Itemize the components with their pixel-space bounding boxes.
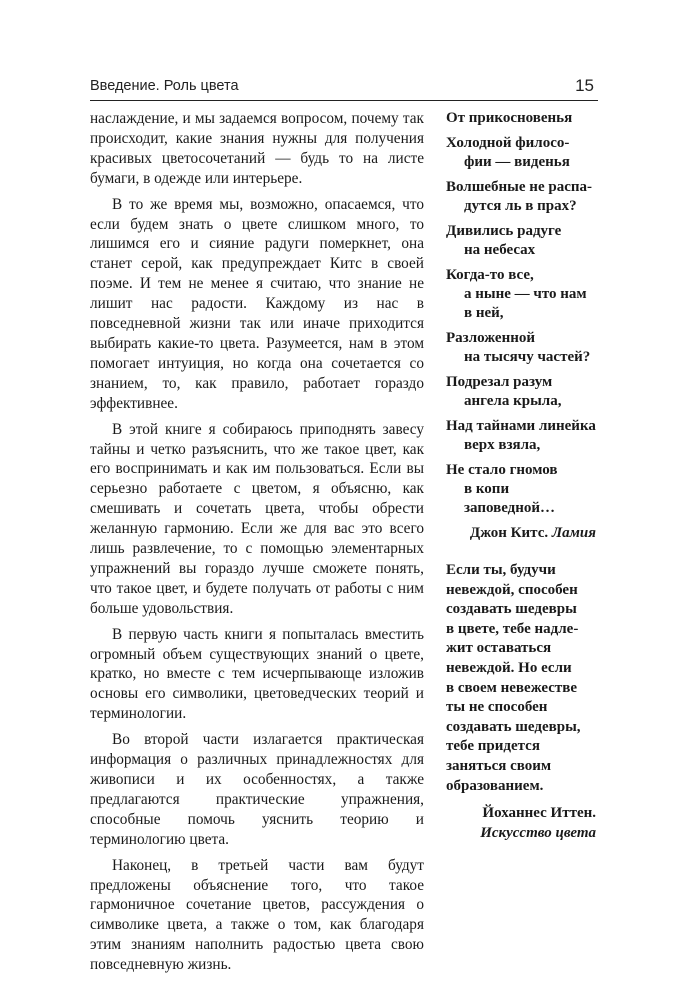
poem-line: Подрезал разум: [446, 374, 553, 390]
poem-stanza: [446, 134, 606, 172]
poem-stanza: [446, 417, 606, 455]
poem-stanza: [446, 373, 606, 411]
paragraph: В первую часть книги я попыталась вместить огромный объем существующих знаний о цвете, кратко, но вместе с тем исчерпывающе изложив основы его символики, цветоведческих теорий и терминологии.: [90, 625, 424, 723]
paragraph: В этой книге я собираюсь приподнять завесу тайны и четко разъяснить, что же такое цвет, как его воспринимать и как им пользоваться. Если вы серьезно работаете с цветом, я объясню, как смешивать и сочетать цвета, чтобы обрести желанную гармонию. Если же для вас это всего лишь развлечение, то с помощью элементарных упражнений вы гораздо лучше сможете понять, что такое цвет, и будете получать от работы с ним больше удовольствия.: [90, 420, 424, 617]
poem-line: в ней,: [464, 305, 504, 321]
poem-stanza: [446, 178, 606, 216]
quote-line: Если ты, будучи: [446, 562, 556, 578]
quote-line: образованием.: [446, 777, 544, 794]
paragraph: Наконец, в третьей части вам будут предложены объяснение того, что такое гармоничное сочетание цветов, рассуждения о символике цвета, а также о том, как благодаря этим знаниям наполнить радостью цвета свою повседневную жизнь.: [90, 856, 424, 974]
quote-author: Йоханнес Иттен.: [482, 805, 596, 822]
poem-stanza: [446, 222, 606, 260]
poem-line: на небесах: [464, 242, 536, 258]
paragraph: В то же время мы, возможно, опасаемся, что если будем знать о цвете слишком много, то лишимся его и сияние радуги померкнет, она станет серой, как предупреждает Китс в своей поэме. И тем не менее я считаю, что знание не лишит нас радости. Каждому из нас в повседневной жизни так или иначе приходится выбирать какие-то цвета. Разумеется, нам в этом помогает интуиция, но когда она сочетается со знанием, то, как правило, работает гораздо эффективнее.: [90, 195, 424, 412]
quote-line: создавать шедевры,: [446, 718, 581, 735]
quote-line: ты не способен: [446, 699, 548, 716]
quote-line: невеждой, способен: [446, 581, 578, 598]
poem-line: От прикосновенья: [446, 110, 573, 126]
poem-line: в копи: [464, 481, 510, 497]
poem-line: Когда-то все,: [446, 267, 534, 283]
poem-line: дутся ль в прах?: [464, 198, 577, 214]
poem-line: фии — виденья: [464, 154, 570, 170]
keats-epigraph: [446, 109, 606, 543]
quote-work: Искусство цвета: [480, 824, 596, 841]
poem-line: Дивились радуге: [446, 223, 562, 239]
poem-stanza: [446, 461, 606, 518]
paragraph: Во второй части излагается практическая информация о различных принадлежностях для живописи и их особенностях, а также предлагаются практические упражнения, способные помочь уяснить теорию и терминологию цвета.: [90, 731, 424, 848]
poem-line: Волшебные не распа-: [446, 179, 592, 195]
quote-line: в цвете, тебе надле-: [446, 620, 579, 637]
poem-author: Джон Китс.: [469, 525, 549, 541]
poem-line: ангела крыла,: [464, 393, 562, 409]
quote-line: невеждой. Но если: [446, 659, 572, 676]
quote-line: в своем невежестве: [446, 679, 577, 696]
itten-quote: [446, 561, 606, 843]
quote-line: тебе придется: [446, 738, 540, 755]
poem-stanza: [446, 266, 606, 323]
quote-line: заняться своим: [446, 757, 552, 774]
running-header: [90, 78, 598, 101]
poem-line: верх взяла,: [464, 437, 541, 453]
quote-line: жит оставаться: [446, 640, 552, 657]
poem-line: а ныне — что нам: [464, 286, 587, 302]
poem-line: Холодной филосо-: [446, 135, 570, 151]
quote-line: создавать шедевры: [446, 601, 577, 618]
poem-line: Над тайнами линейка: [446, 418, 596, 434]
main-text-column: [90, 109, 424, 981]
poem-line: Не стало гномов: [446, 462, 558, 478]
chapter-title: Введение. Роль цвета: [90, 78, 239, 94]
page-number: 15: [575, 76, 594, 95]
poem-work: Ламия: [551, 525, 596, 541]
poem-attribution: [446, 524, 606, 543]
paragraph: наслаждение, и мы задаемся вопросом, почему так происходит, какие знания нужны для получения красивых цветосочетаний — будь то на листе бумаги, в одежде или интерьере.: [90, 110, 424, 187]
poem-line: заповедной…: [464, 500, 556, 516]
quote-attribution: [446, 804, 606, 843]
poem-line: Разложенной: [446, 330, 535, 346]
poem-stanza: [446, 109, 606, 128]
poem-line: на тысячу частей?: [464, 349, 591, 365]
poem-stanza: [446, 329, 606, 367]
